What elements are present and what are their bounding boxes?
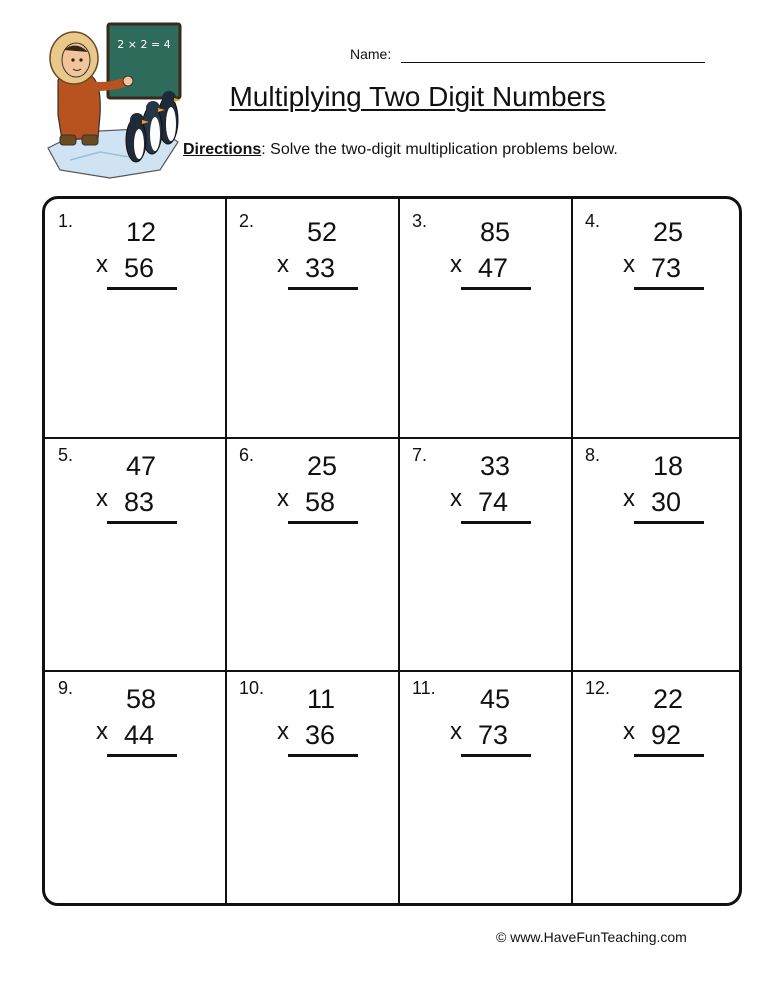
multiplicand: 58 bbox=[126, 684, 157, 714]
problem-cell[interactable] bbox=[226, 433, 398, 667]
problem-number: 5. bbox=[58, 445, 74, 465]
multiplier: 74 bbox=[478, 487, 509, 517]
multiply-sign: x bbox=[277, 718, 289, 745]
multiplicand: 25 bbox=[307, 451, 338, 481]
multiply-sign: x bbox=[623, 485, 635, 512]
problem-number: 12. bbox=[585, 678, 611, 698]
problem-number: 10. bbox=[239, 678, 265, 698]
multiplicand: 45 bbox=[480, 684, 511, 714]
problem-number: 6. bbox=[239, 445, 255, 465]
multiplier: 44 bbox=[124, 720, 155, 750]
answer-line bbox=[634, 521, 704, 524]
multiplicand: 47 bbox=[126, 451, 157, 481]
multiply-sign: x bbox=[277, 251, 289, 278]
multiplier: 73 bbox=[478, 720, 509, 750]
problem-cell[interactable] bbox=[399, 666, 571, 900]
multiplicand: 22 bbox=[653, 684, 684, 714]
problem-cell[interactable] bbox=[45, 666, 217, 900]
answer-line bbox=[288, 521, 358, 524]
problem-cell[interactable] bbox=[399, 433, 571, 667]
problem-number: 3. bbox=[412, 211, 428, 231]
multiply-sign: x bbox=[450, 251, 462, 278]
answer-line bbox=[288, 754, 358, 757]
name-label: Name: bbox=[350, 46, 392, 62]
answer-line bbox=[107, 287, 177, 290]
problem-number: 7. bbox=[412, 445, 428, 465]
directions-label: Directions bbox=[183, 141, 262, 158]
problem-number: 4. bbox=[585, 211, 601, 231]
problem-cell[interactable] bbox=[399, 199, 571, 433]
multiplier: 36 bbox=[305, 720, 336, 750]
answer-line bbox=[107, 754, 177, 757]
problem-cell[interactable] bbox=[226, 199, 398, 433]
name-answer-line[interactable] bbox=[401, 62, 705, 63]
multiplicand: 33 bbox=[480, 451, 511, 481]
multiplier: 56 bbox=[124, 253, 155, 283]
problem-cell[interactable] bbox=[572, 433, 742, 667]
problems-grid bbox=[42, 196, 742, 906]
multiplier: 92 bbox=[651, 720, 682, 750]
problem-number: 9. bbox=[58, 678, 74, 698]
multiplier: 58 bbox=[305, 487, 336, 517]
multiplier: 33 bbox=[305, 253, 336, 283]
multiply-sign: x bbox=[96, 251, 108, 278]
problem-number: 8. bbox=[585, 445, 601, 465]
problem-cell[interactable] bbox=[45, 199, 217, 433]
multiplicand: 11 bbox=[307, 684, 336, 714]
multiply-sign: x bbox=[450, 718, 462, 745]
problem-number: 2. bbox=[239, 211, 255, 231]
multiplicand: 85 bbox=[480, 217, 511, 247]
teacher-penguins-illustration bbox=[40, 20, 190, 185]
multiplier: 30 bbox=[651, 487, 682, 517]
multiply-sign: x bbox=[96, 718, 108, 745]
problem-cell[interactable] bbox=[572, 199, 742, 433]
multiplier: 47 bbox=[478, 253, 509, 283]
copyright-footer: © www.HaveFunTeaching.com bbox=[496, 929, 687, 945]
multiplicand: 52 bbox=[307, 217, 338, 247]
problem-cell[interactable] bbox=[226, 666, 398, 900]
answer-line bbox=[107, 521, 177, 524]
problem-number: 1. bbox=[58, 211, 74, 231]
worksheet-title: Multiplying Two Digit Numbers bbox=[229, 81, 606, 112]
multiplier: 73 bbox=[651, 253, 682, 283]
answer-line bbox=[461, 521, 531, 524]
problem-number: 11. bbox=[412, 678, 436, 698]
multiplicand: 25 bbox=[653, 217, 684, 247]
multiply-sign: x bbox=[277, 485, 289, 512]
multiply-sign: x bbox=[623, 251, 635, 278]
directions-text: : Solve the two-digit multiplication problems below. bbox=[261, 141, 618, 158]
answer-line bbox=[634, 287, 704, 290]
multiplicand: 12 bbox=[126, 217, 157, 247]
answer-line bbox=[288, 287, 358, 290]
directions bbox=[183, 141, 618, 159]
answer-line bbox=[634, 754, 704, 757]
multiply-sign: x bbox=[96, 485, 108, 512]
multiplier: 83 bbox=[124, 487, 155, 517]
multiplicand: 18 bbox=[653, 451, 684, 481]
multiply-sign: x bbox=[450, 485, 462, 512]
multiply-sign: x bbox=[623, 718, 635, 745]
answer-line bbox=[461, 754, 531, 757]
chalkboard-text: 2 × 2 = 4 bbox=[117, 38, 171, 51]
problem-cell[interactable] bbox=[45, 433, 217, 667]
answer-line bbox=[461, 287, 531, 290]
problem-cell[interactable] bbox=[572, 666, 742, 900]
